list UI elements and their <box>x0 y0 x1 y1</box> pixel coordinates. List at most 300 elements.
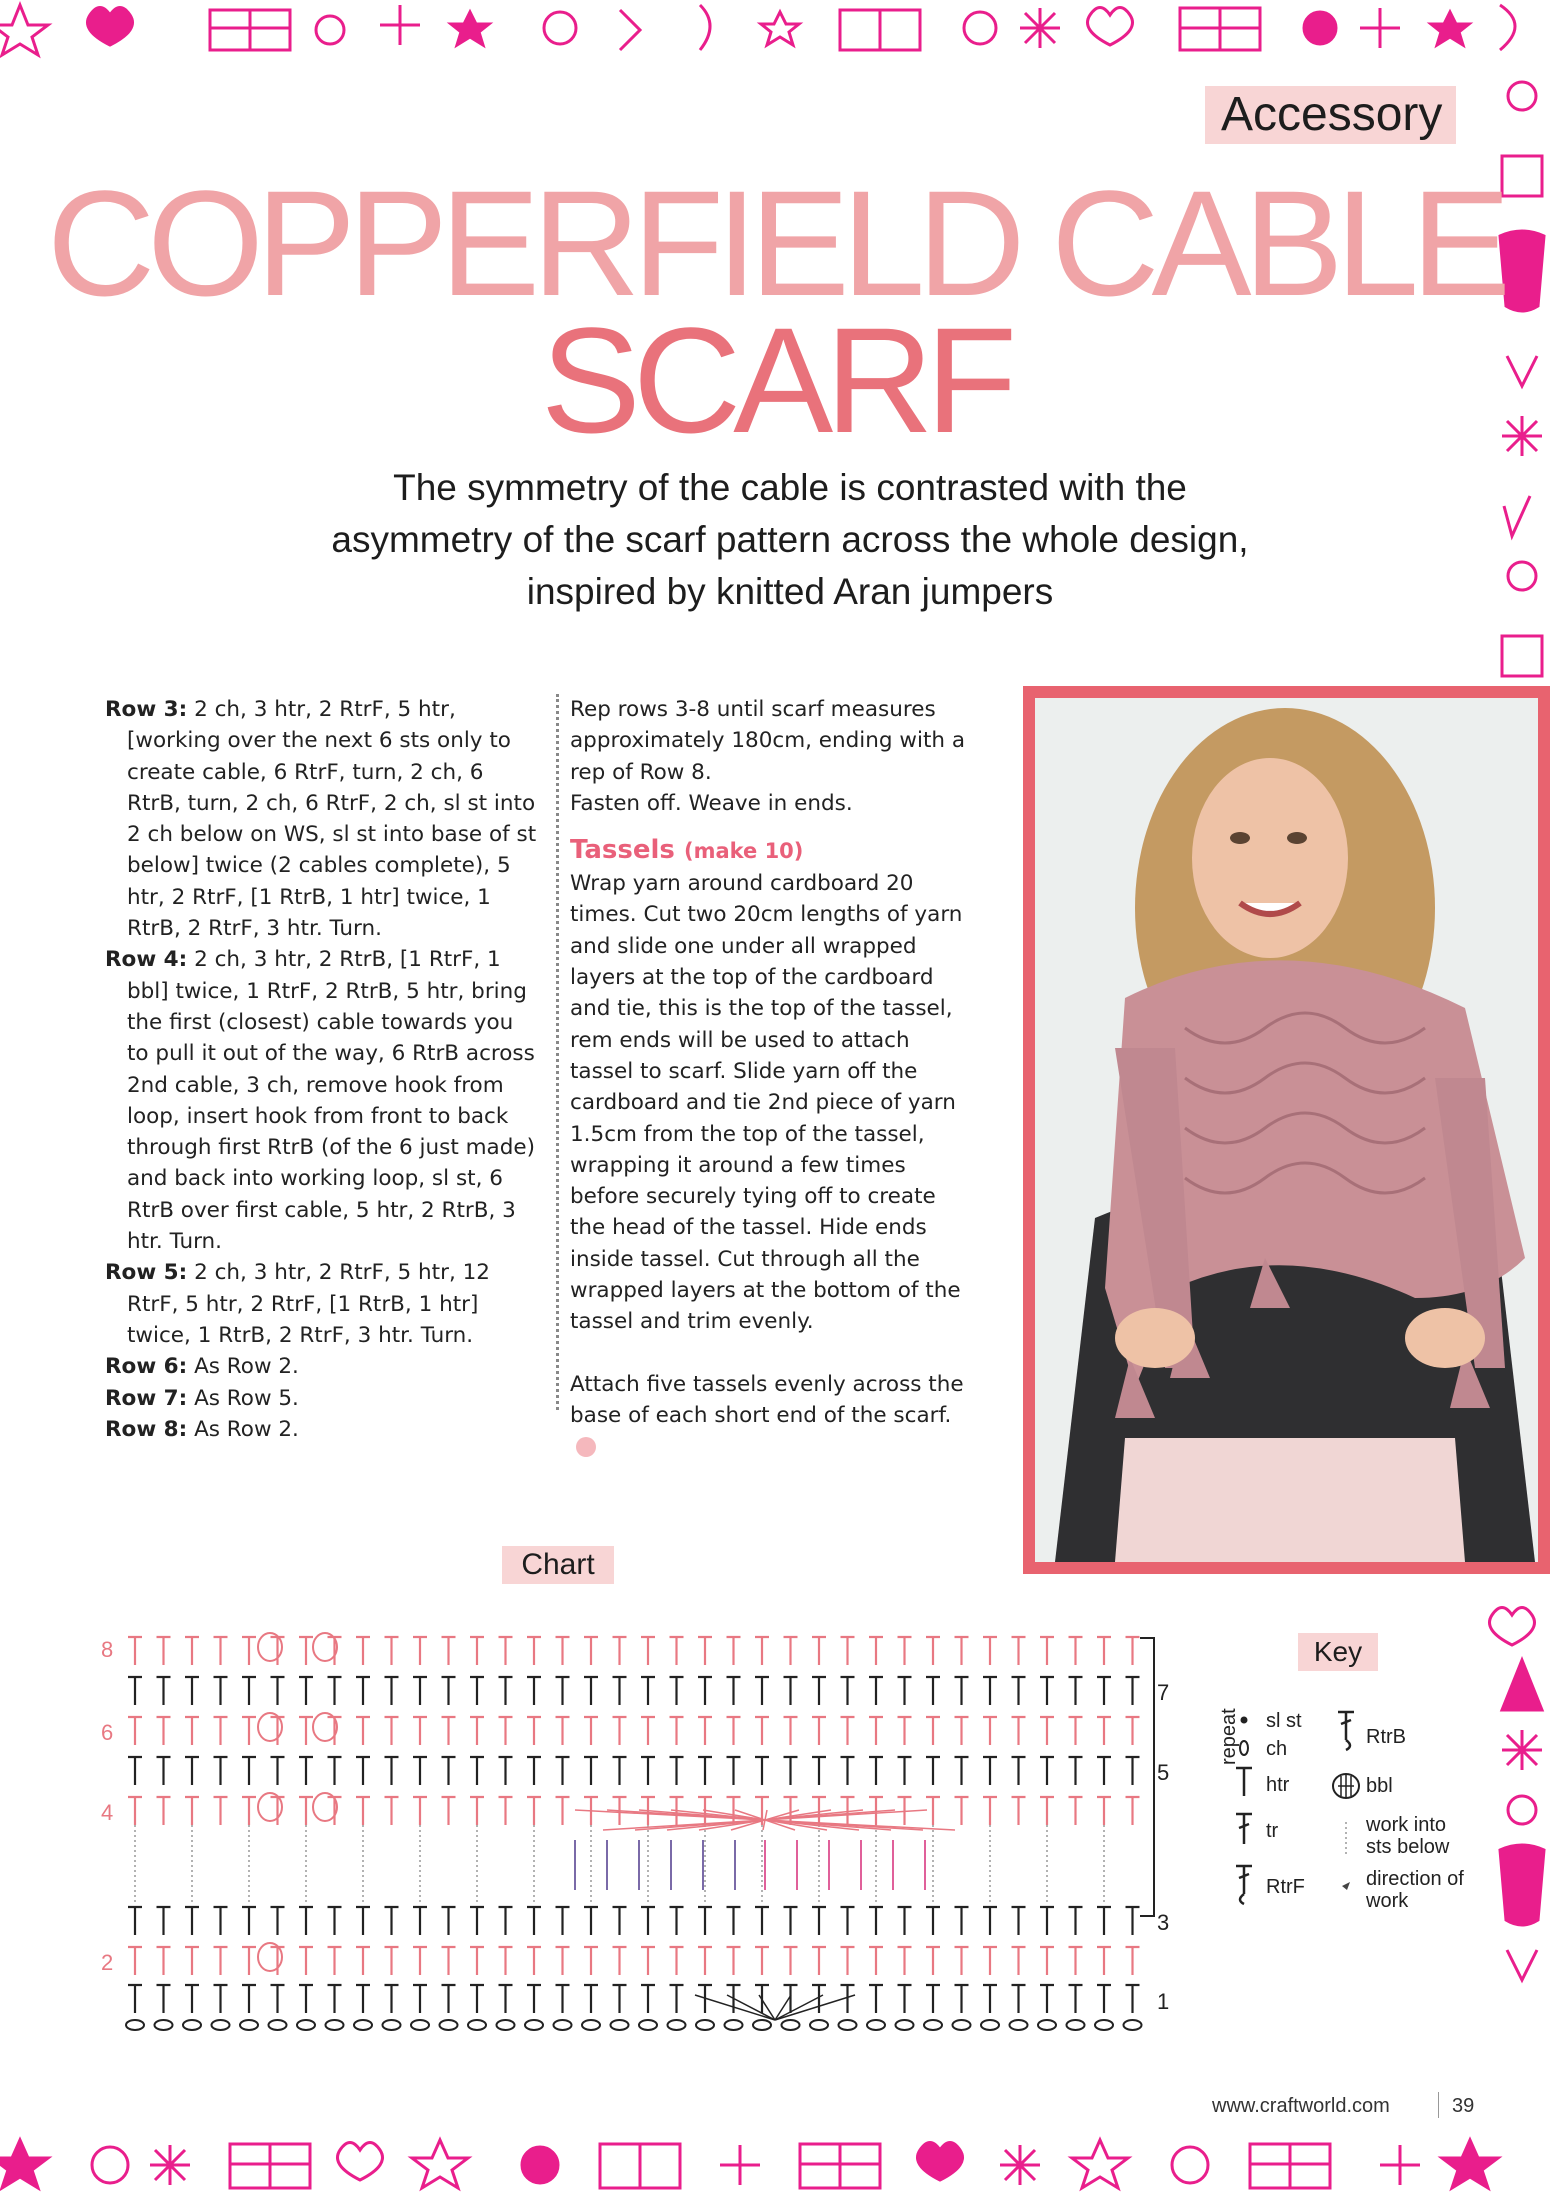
key-text-tr: tr <box>1266 1820 1279 1842</box>
chart-stitch <box>898 1717 912 1745</box>
row-text: As Row 2. <box>187 1416 299 1442</box>
chart-stitch <box>983 1947 997 1975</box>
chart-stitch <box>214 1985 228 2013</box>
row-label: Row 8: <box>105 1416 188 1442</box>
chart-stitch <box>214 1717 228 1745</box>
footer-separator <box>1438 2092 1439 2118</box>
key-text-ch: ch <box>1266 1738 1288 1760</box>
chart-stitch <box>812 1907 826 1935</box>
chart-chain-stitch <box>582 2020 600 2030</box>
chart-stitch <box>157 1907 171 1935</box>
bbl-detail <box>1338 1774 1354 1798</box>
repeat-instruction: Rep rows 3-8 until scarf measures approximately 180cm, ending with a rep of Row 8. <box>570 697 966 785</box>
chart-chain-stitch <box>896 2020 914 2030</box>
chart-stitch <box>727 1757 741 1785</box>
chart-stitch <box>385 1907 399 1935</box>
chart-stitch <box>299 1907 313 1935</box>
key-symbols-right <box>1330 1700 1370 1910</box>
chart-chain-stitch <box>867 2020 885 2030</box>
chart-stitch <box>784 1677 798 1705</box>
chart-stitch <box>271 1907 285 1935</box>
chart-stitch <box>983 1985 997 2013</box>
chart-stitch <box>214 1677 228 1705</box>
chart-stitch <box>527 1717 541 1745</box>
chart-stitch <box>185 1907 199 1935</box>
chart-stitch <box>841 1717 855 1745</box>
chart-stitch <box>1012 1947 1026 1975</box>
row-number-1: 1 <box>1157 1989 1170 2014</box>
chart-stitch <box>242 1985 256 2013</box>
chart-stitch <box>214 1757 228 1785</box>
chart-stitch <box>698 1757 712 1785</box>
chart-stitch <box>499 1717 513 1745</box>
chart-stitch <box>299 1947 313 1975</box>
chart-stitch <box>499 1985 513 2013</box>
chart-stitch <box>328 1907 342 1935</box>
chart-stitch <box>1097 1797 1111 1825</box>
chart-stitch <box>157 1947 171 1975</box>
chart-stitch <box>556 1757 570 1785</box>
decorative-border-bottom <box>0 2130 1550 2191</box>
chart-stitch <box>128 1797 142 1825</box>
row-number-5: 5 <box>1157 1760 1170 1785</box>
row-label: Row 5: <box>105 1260 188 1286</box>
chart-stitch <box>784 1717 798 1745</box>
chart-stitch <box>641 1717 655 1745</box>
row-text: As Row 5. <box>187 1385 299 1411</box>
chart-stitch <box>1069 1947 1083 1975</box>
chart-stitch <box>299 1757 313 1785</box>
chart-chain-stitch <box>1010 2020 1028 2030</box>
chart-stitch <box>242 1907 256 1935</box>
chart-stitch <box>271 1757 285 1785</box>
chart-stitch <box>470 1717 484 1745</box>
chart-stitch <box>641 1947 655 1975</box>
chart-stitch <box>442 1907 456 1935</box>
chart-stitch <box>1126 1637 1140 1665</box>
chart-stitch <box>385 1677 399 1705</box>
chart-stitch <box>613 1907 627 1935</box>
chart-stitch <box>755 1757 769 1785</box>
chart-stitch <box>157 1797 171 1825</box>
chart-stitch <box>1069 1907 1083 1935</box>
chart-stitch <box>869 1985 883 2013</box>
chart-stitch <box>613 1637 627 1665</box>
row-label: Row 7: <box>105 1385 188 1411</box>
chart-stitch <box>413 1797 427 1825</box>
chart-chain-stitch <box>1038 2020 1056 2030</box>
chart-chain-stitch <box>240 2020 258 2030</box>
chart-chain-stitch <box>326 2020 344 2030</box>
chart-stitch <box>1126 1677 1140 1705</box>
chart-chain-stitch <box>981 2020 999 2030</box>
chart-stitch <box>185 1797 199 1825</box>
chart-stitch <box>1126 1757 1140 1785</box>
chart-stitch <box>242 1757 256 1785</box>
chart-stitch <box>869 1907 883 1935</box>
chart-stitch <box>841 1947 855 1975</box>
chart-stitch <box>1040 1677 1054 1705</box>
chart-stitch <box>1040 1907 1054 1935</box>
chart-stitch <box>356 1985 370 2013</box>
chart-stitch <box>1097 1717 1111 1745</box>
festive-pattern-icon <box>1492 1600 1550 2000</box>
chart-chain-stitch <box>155 2020 173 2030</box>
photo-frame <box>1023 686 1550 1574</box>
chart-stitch <box>128 1677 142 1705</box>
chart-chain-stitch <box>753 2020 771 2030</box>
chart-stitch <box>926 1757 940 1785</box>
chart-stitch <box>499 1947 513 1975</box>
chart-stitch <box>527 1757 541 1785</box>
chart-stitch <box>499 1757 513 1785</box>
chart-stitch <box>556 1985 570 2013</box>
chart-stitch <box>955 1757 969 1785</box>
row-7-instruction <box>105 1383 540 1414</box>
row-number-6: 6 <box>101 1720 114 1745</box>
tr-icon <box>1236 1814 1252 1844</box>
chart-stitch <box>641 1637 655 1665</box>
chart-stitch <box>413 1637 427 1665</box>
chart-stitch <box>527 1677 541 1705</box>
chart-stitch <box>1040 1985 1054 2013</box>
chart-stitch <box>755 1677 769 1705</box>
end-mark-icon <box>576 1437 596 1457</box>
row-8-instruction <box>105 1414 540 1445</box>
chart-stitch <box>442 1717 456 1745</box>
chart-stitch <box>926 1947 940 1975</box>
chart-stitch <box>898 1907 912 1935</box>
chart-stitch <box>299 1717 313 1745</box>
model-photo <box>1035 698 1538 1562</box>
chart-stitch <box>328 1947 342 1975</box>
row-label: Row 3: <box>105 697 188 722</box>
chart-stitch <box>1012 1907 1026 1935</box>
instructions-mid-column <box>570 694 975 1463</box>
chart-stitch <box>185 1985 199 2013</box>
chart-stitch <box>442 1677 456 1705</box>
chart-stitch <box>613 1717 627 1745</box>
chart-chain-stitch <box>782 2020 800 2030</box>
key-text-bbl: bbl <box>1366 1775 1393 1797</box>
chart-stitch <box>157 1677 171 1705</box>
chart-stitch <box>698 1907 712 1935</box>
rtrf-icon <box>1236 1866 1252 1904</box>
chart-stitch <box>670 1637 684 1665</box>
key-text-htr: htr <box>1266 1774 1290 1796</box>
key-text-sl-st: sl st <box>1266 1710 1302 1732</box>
chart-stitch <box>584 1717 598 1745</box>
chart-stitch <box>1097 1985 1111 2013</box>
chart-chain-stitch <box>468 2020 486 2030</box>
chart-stitch <box>556 1717 570 1745</box>
chart-stitch <box>727 1677 741 1705</box>
page-number: 39 <box>1452 2095 1475 2117</box>
chart-chain-stitch <box>411 2020 429 2030</box>
chart-stitch <box>926 1717 940 1745</box>
chart-chain-stitch <box>1124 2020 1142 2030</box>
page-title-line1: COPPERFIELD CABLE <box>46 159 1504 327</box>
chart-stitch <box>784 1947 798 1975</box>
chart-stitch <box>755 1717 769 1745</box>
chart-stitch <box>527 1907 541 1935</box>
chart-stitch <box>1012 1757 1026 1785</box>
chart-stitch <box>185 1717 199 1745</box>
attach-text: Attach five tassels evenly across the base of each short end of the scarf. <box>570 1371 964 1428</box>
model-wearing-scarf-illustration <box>1035 698 1538 1562</box>
chart-chain-stitch <box>696 2020 714 2030</box>
chart-stitch <box>641 1985 655 2013</box>
chart-stitch <box>613 1947 627 1975</box>
chart-stitch <box>442 1797 456 1825</box>
attach-instruction <box>570 1369 975 1463</box>
chart-stitch <box>442 1947 456 1975</box>
sl-st-icon <box>1241 1717 1248 1724</box>
chart-stitch <box>898 1757 912 1785</box>
chart-stitch <box>299 1677 313 1705</box>
chart-stitch <box>1040 1947 1054 1975</box>
chart-stitch <box>1012 1797 1026 1825</box>
chart-label: Chart <box>502 1546 614 1584</box>
chart-chain-stitch <box>1095 2020 1113 2030</box>
instructions-left-column <box>105 694 540 1445</box>
chart-stitch <box>299 1797 313 1825</box>
chart-chain-stitch <box>183 2020 201 2030</box>
chart-stitch <box>1069 1757 1083 1785</box>
chart-stitch <box>385 1797 399 1825</box>
row-number-4: 4 <box>101 1800 114 1825</box>
chart-stitch <box>670 1677 684 1705</box>
chart-stitch <box>214 1907 228 1935</box>
row-label: Row 6: <box>105 1354 188 1380</box>
chart-stitch <box>385 1717 399 1745</box>
chart-stitch <box>328 1985 342 2013</box>
chart-chain-stitch <box>297 2020 315 2030</box>
chart-stitch <box>841 1677 855 1705</box>
row-number-8: 8 <box>101 1637 114 1662</box>
chart-stitch <box>983 1677 997 1705</box>
chart-stitch <box>157 1637 171 1665</box>
chart-stitch <box>1012 1677 1026 1705</box>
chart-stitch <box>955 1717 969 1745</box>
chart-stitch <box>214 1947 228 1975</box>
chart-chain-stitch <box>354 2020 372 2030</box>
chart-stitch <box>755 1907 769 1935</box>
chart-stitch <box>841 1907 855 1935</box>
chart-stitch <box>898 1677 912 1705</box>
chart-chain-stitch <box>668 2020 686 2030</box>
chart-stitch <box>1097 1907 1111 1935</box>
crochet-chart-diagram <box>95 1625 1240 2055</box>
chart-chain-stitch <box>497 2020 515 2030</box>
chart-stitch <box>926 1677 940 1705</box>
chart-stitch <box>185 1677 199 1705</box>
chart-stitch <box>556 1947 570 1975</box>
chart-stitch <box>727 1717 741 1745</box>
key-text-work-into-sts-below: work into sts below <box>1366 1814 1450 1858</box>
chart-stitch <box>214 1637 228 1665</box>
chart-stitch <box>1012 1985 1026 2013</box>
chart-stitch <box>613 1757 627 1785</box>
chart-stitch <box>242 1637 256 1665</box>
fasten-off-instruction: Fasten off. Weave in ends. <box>570 790 853 816</box>
chart-stitch <box>983 1717 997 1745</box>
chart-stitch <box>926 1637 940 1665</box>
category-tag: Accessory <box>1205 86 1456 144</box>
chart-stitch <box>1040 1797 1054 1825</box>
chart-stitch <box>641 1677 655 1705</box>
chart-stitch <box>926 1797 940 1825</box>
chart-stitch <box>470 1985 484 2013</box>
chart-stitch <box>983 1757 997 1785</box>
row-4-instruction <box>105 944 540 1257</box>
chart-stitch <box>1126 1717 1140 1745</box>
chart-stitch <box>499 1797 513 1825</box>
chart-stitch <box>442 1985 456 2013</box>
chart-stitch <box>356 1677 370 1705</box>
chart-stitch <box>385 1757 399 1785</box>
row-number-2: 2 <box>101 1950 114 1975</box>
chart-stitch <box>784 1637 798 1665</box>
chart-stitch <box>128 1907 142 1935</box>
chart-stitch <box>955 1947 969 1975</box>
chart-stitch <box>413 1757 427 1785</box>
chart-stitch <box>1097 1757 1111 1785</box>
chart-chain-stitch <box>611 2020 629 2030</box>
column-divider <box>556 694 559 1410</box>
chart-stitch <box>328 1757 342 1785</box>
chart-stitch <box>955 1677 969 1705</box>
chart-chain-stitch <box>212 2020 230 2030</box>
chart-stitch <box>157 1717 171 1745</box>
chart-stitch <box>1126 1797 1140 1825</box>
chart-stitch <box>812 1637 826 1665</box>
chart-stitch <box>983 1907 997 1935</box>
chart-chain-stitch <box>810 2020 828 2030</box>
chart-stitch <box>299 1985 313 2013</box>
chart-stitch <box>242 1677 256 1705</box>
chart-stitch <box>556 1637 570 1665</box>
chart-stitch <box>499 1907 513 1935</box>
chart-stitch <box>727 1907 741 1935</box>
chart-stitch <box>641 1907 655 1935</box>
chart-stitch <box>1040 1717 1054 1745</box>
crochet-chart <box>95 1625 1240 2055</box>
chart-chain-stitch <box>383 2020 401 2030</box>
chart-stitch <box>413 1985 427 2013</box>
row-number-7: 7 <box>1157 1680 1170 1705</box>
tassels-instruction: Wrap yarn around cardboard 20 times. Cut two 20cm lengths of yarn and slide one under all wrapped layers at the top of the cardboard and tie, this is the top of the tassel, rem ends will be used to attach tassel to scarf. Slide yarn off the cardboard and tie 2nd piece of yarn 1.5cm from the top of the tassel, wrapping it around a few times before securely tying off to create the head of the tassel. Hide ends inside tassel. Cut through all the wrapped layers at the bottom of the tassel and trim evenly. <box>570 871 963 1335</box>
chart-stitch <box>812 1717 826 1745</box>
chart-stitches <box>126 1633 1142 2030</box>
chart-chain-stitch <box>924 2020 942 2030</box>
chart-stitch <box>755 1947 769 1975</box>
chart-stitch <box>869 1637 883 1665</box>
chart-stitch <box>185 1947 199 1975</box>
row-text: 2 ch, 3 htr, 2 RtrF, 5 htr, 12 RtrF, 5 htr, 2 RtrF, [1 RtrB, 1 htr] twice, 1 RtrB, 2 RtrF, 3 htr. Turn. <box>127 1260 490 1348</box>
chart-stitch <box>1097 1677 1111 1705</box>
footer-url[interactable]: www.craftworld.com <box>1212 2095 1390 2117</box>
chart-stitch <box>470 1947 484 1975</box>
chart-stitch <box>812 1757 826 1785</box>
chart-stitch <box>328 1677 342 1705</box>
chart-stitch <box>556 1677 570 1705</box>
chart-stitch <box>784 1907 798 1935</box>
chart-stitch <box>442 1637 456 1665</box>
chart-stitch <box>499 1677 513 1705</box>
htr-icon <box>1236 1768 1252 1796</box>
chart-stitch <box>556 1907 570 1935</box>
chart-stitch <box>470 1797 484 1825</box>
chart-stitch <box>898 1637 912 1665</box>
chart-stitch <box>955 1985 969 2013</box>
chart-stitch <box>1069 1797 1083 1825</box>
chart-stitch <box>841 1637 855 1665</box>
row-number-3: 3 <box>1157 1910 1170 1935</box>
chart-stitch <box>385 1985 399 2013</box>
chart-stitch <box>584 1637 598 1665</box>
chart-stitch <box>670 1757 684 1785</box>
standfirst: The symmetry of the cable is contrasted with the asymmetry of the scarf pattern across the whole design, inspired by knitted Aran jumpers <box>331 467 1249 612</box>
key-label: Key <box>1298 1633 1378 1671</box>
decorative-border-right-bottom <box>1492 1600 1550 2000</box>
chart-stitch <box>584 1947 598 1975</box>
chart-stitch <box>1097 1637 1111 1665</box>
chart-stitch <box>385 1947 399 1975</box>
chart-stitch <box>926 1985 940 2013</box>
row-5-instruction <box>105 1257 540 1351</box>
chart-stitch <box>527 1797 541 1825</box>
ch-icon <box>1240 1741 1248 1755</box>
chart-stitch <box>128 1637 142 1665</box>
chart-stitch <box>1126 1985 1140 2013</box>
chart-stitch <box>128 1757 142 1785</box>
chart-stitch <box>385 1637 399 1665</box>
chart-stitch <box>983 1797 997 1825</box>
chart-stitch <box>271 1677 285 1705</box>
chart-stitch <box>898 1947 912 1975</box>
rtrb-icon <box>1338 1712 1354 1750</box>
key-text-direction-of-work: direction of work <box>1366 1868 1464 1912</box>
chart-stitch <box>356 1947 370 1975</box>
chart-chain-stitch <box>269 2020 287 2030</box>
chart-stitch <box>698 1947 712 1975</box>
chart-stitch <box>670 1985 684 2013</box>
decorative-border-top <box>0 0 1550 56</box>
chart-stitch <box>499 1637 513 1665</box>
chart-stitch <box>869 1677 883 1705</box>
chart-stitch <box>299 1637 313 1665</box>
chart-chain-stitch <box>639 2020 657 2030</box>
chart-chain-stitch <box>953 2020 971 2030</box>
chart-stitch <box>584 1907 598 1935</box>
chart-stitch <box>527 1637 541 1665</box>
chart-stitch <box>755 1637 769 1665</box>
chart-stitch <box>356 1637 370 1665</box>
chart-stitch <box>584 1677 598 1705</box>
chart-stitch <box>955 1637 969 1665</box>
chart-chain-stitch <box>525 2020 543 2030</box>
row-text: As Row 2. <box>187 1354 299 1380</box>
chart-stitch <box>1097 1947 1111 1975</box>
chart-stitch <box>727 1947 741 1975</box>
page-title-line2: SCARF <box>540 296 1010 464</box>
chart-stitch <box>1069 1717 1083 1745</box>
chart-stitch <box>413 1717 427 1745</box>
chart-stitch <box>670 1717 684 1745</box>
chart-chain-stitch <box>126 2020 144 2030</box>
chart-stitch <box>1069 1677 1083 1705</box>
